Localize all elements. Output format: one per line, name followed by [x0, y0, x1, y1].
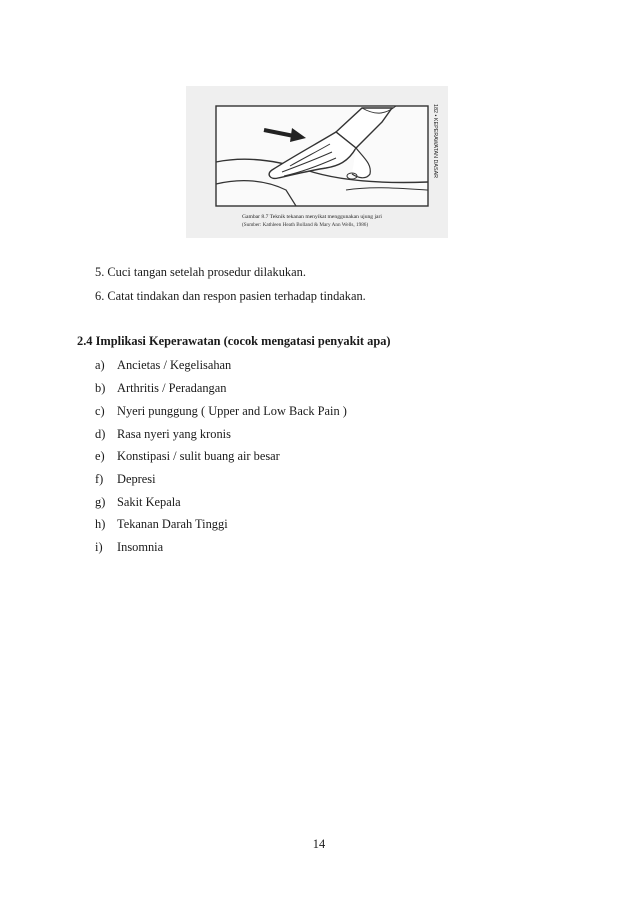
- list-text: Rasa nyeri yang kronis: [117, 427, 231, 441]
- step-5: 5. Cuci tangan setelah prosedur dilakukan.: [95, 265, 306, 279]
- list-item: [95, 516, 228, 532]
- figure-caption-line1: Gambar 8.7 Teknik tekanan menyikat menggunakan ujung jari: [242, 214, 382, 220]
- step-6: 6. Catat tindakan dan respon pasien terhadap tindakan.: [95, 289, 366, 303]
- massage-illustration: [186, 86, 448, 238]
- section-heading: 2.4 Implikasi Keperawatan (cocok mengatasi penyakit apa): [77, 334, 391, 348]
- list-item: [95, 471, 156, 487]
- list-marker: f): [95, 472, 104, 486]
- figure-caption-line2: (Sumber: Kathleen Heath Bolland & Mary Ann Wells, 1986): [242, 222, 369, 228]
- list-text: Nyeri punggung ( Upper and Low Back Pain ): [117, 404, 347, 418]
- list-item: [95, 357, 231, 373]
- list-marker: b): [95, 381, 106, 395]
- list-marker: d): [95, 427, 106, 441]
- list-item: [95, 448, 280, 464]
- list-text: Arthritis / Peradangan: [117, 381, 227, 395]
- list-marker: g): [95, 495, 106, 509]
- page-number: 14: [312, 837, 326, 851]
- list-item: [95, 426, 231, 442]
- list-marker: e): [95, 449, 105, 463]
- list-item: [95, 380, 226, 396]
- list-text: Insomnia: [117, 540, 164, 554]
- list-text: Sakit Kepala: [117, 495, 181, 509]
- list-item: [95, 403, 347, 419]
- list-marker: i): [95, 540, 103, 554]
- figure-side-header: 182 • KEPERAWATAN DASAR: [432, 104, 438, 179]
- list-item: [95, 539, 163, 555]
- list-text: Depresi: [117, 472, 156, 486]
- massage-illustration-drawing: [186, 86, 448, 238]
- list-text: Konstipasi / sulit buang air besar: [117, 449, 280, 463]
- list-text: Ancietas / Kegelisahan: [117, 358, 232, 372]
- list-marker: a): [95, 358, 105, 372]
- list-marker: c): [95, 404, 105, 418]
- list-marker: h): [95, 517, 106, 531]
- list-item: [95, 494, 181, 510]
- list-text: Tekanan Darah Tinggi: [117, 517, 228, 531]
